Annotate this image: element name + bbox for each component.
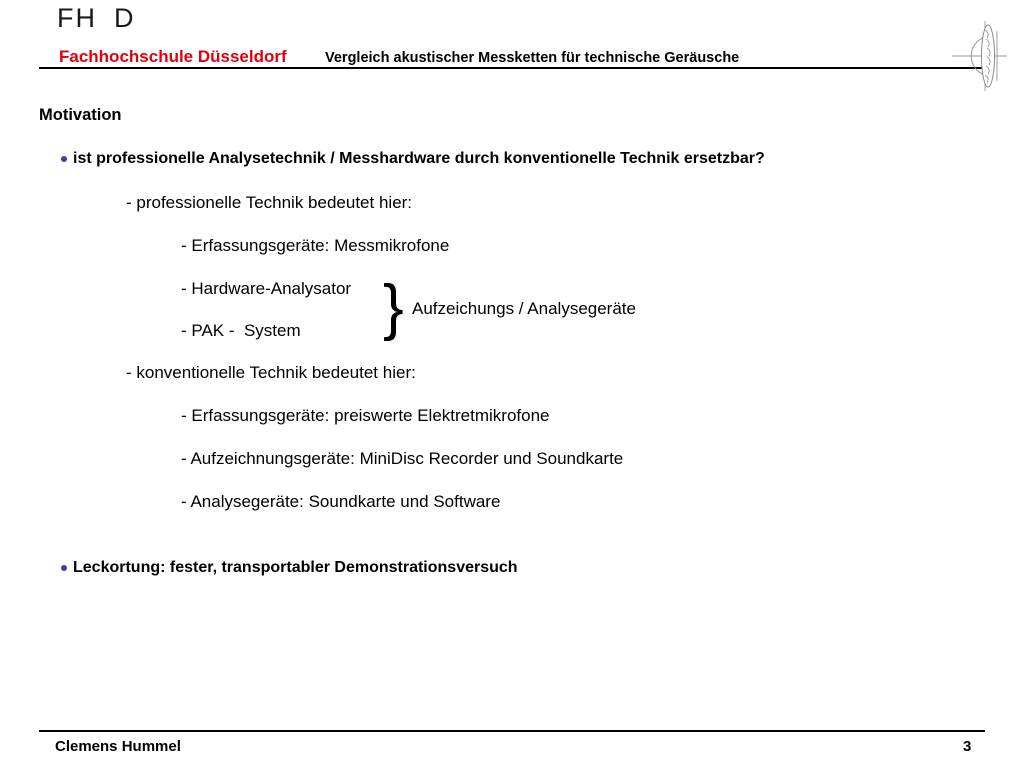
- conventional-item-1: - Erfassungsgeräte: preiswerte Elektretmikrofone: [181, 406, 550, 425]
- footer-divider: [39, 730, 985, 732]
- professional-item-3: - PAK - System: [181, 321, 301, 340]
- bullet-item-1: ist professionelle Analysetechnik / Messhardware durch konventionelle Technik ersetzbar?: [73, 150, 765, 167]
- professional-item-2: - Hardware-Analysator: [181, 279, 352, 298]
- fhd-logo-fh: FH: [57, 3, 97, 33]
- professional-intro: - professionelle Technik bedeutet hier:: [126, 193, 413, 212]
- conventional-intro: - konventionelle Technik bedeutet hier:: [126, 363, 416, 382]
- institution-name: Fachhochschule Düsseldorf: [59, 47, 287, 66]
- header-divider: [39, 67, 983, 69]
- bullet-dot: [61, 565, 67, 571]
- footer-author: Clemens Hummel: [55, 738, 181, 755]
- brace-glyph: }: [383, 273, 404, 342]
- page-number: 3: [963, 738, 972, 755]
- acoustic-emblem-icon: [932, 2, 1010, 116]
- fhd-logo-d: D: [114, 3, 136, 33]
- conventional-item-3: - Analysegeräte: Soundkarte und Software: [181, 492, 501, 511]
- slide-deck-title: Vergleich akustischer Messketten für technische Geräusche: [325, 50, 740, 66]
- brace-label: Aufzeichungs / Analysegeräte: [412, 299, 636, 318]
- bullet-dot: [61, 156, 67, 162]
- conventional-item-2: - Aufzeichnungsgeräte: MiniDisc Recorder und Soundkarte: [181, 449, 624, 468]
- fhd-logo: [57, 3, 136, 34]
- bullet-item-2: Leckortung: fester, transportabler Demonstrationsversuch: [73, 559, 518, 576]
- section-heading: Motivation: [39, 106, 122, 124]
- professional-item-1: - Erfassungsgeräte: Messmikrofone: [181, 236, 450, 255]
